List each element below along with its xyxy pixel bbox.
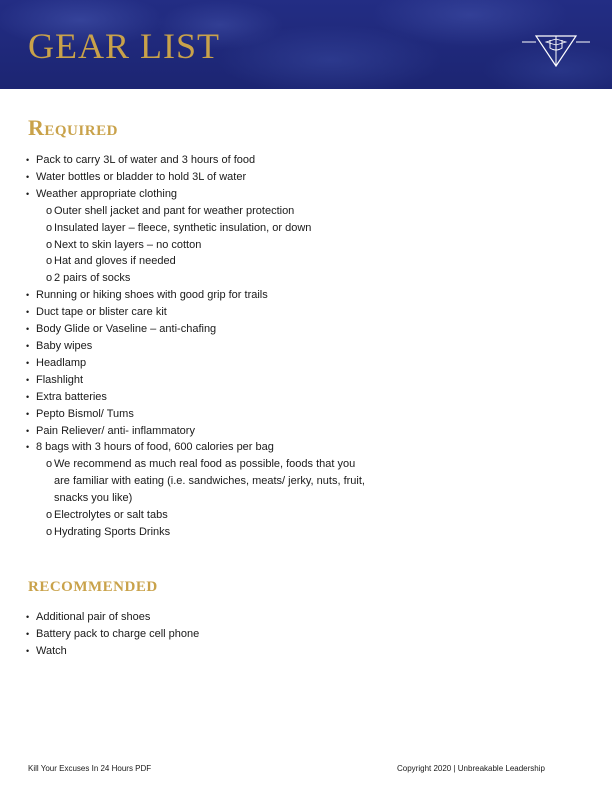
page-title: GEAR LIST <box>28 26 220 66</box>
list-item: • Body Glide or Vaseline – anti-chafing <box>26 321 366 338</box>
sub-list-item: o Insulated layer – fleece, synthetic insulation, or down <box>26 220 366 237</box>
header-banner <box>0 0 612 89</box>
list-item: • Pepto Bismol/ Tums <box>26 406 366 423</box>
section-title-required: Required <box>28 115 118 140</box>
list-item: • Weather appropriate clothing <box>26 186 366 203</box>
list-item: • Extra batteries <box>26 389 366 406</box>
sub-list-item: o Hydrating Sports Drinks <box>26 524 366 541</box>
sub-list-item: o 2 pairs of socks <box>26 270 366 287</box>
list-item: • Running or hiking shoes with good grip for trails <box>26 287 366 304</box>
list-item: • 8 bags with 3 hours of food, 600 calories per bag <box>26 439 366 456</box>
section-title-recommended: recommended <box>28 571 158 596</box>
sub-list-item: o Electrolytes or salt tabs <box>26 507 366 524</box>
list-item: • Headlamp <box>26 355 366 372</box>
list-item: • Water bottles or bladder to hold 3L of water <box>26 169 366 186</box>
footer-document-title: Kill Your Excuses In 24 Hours PDF <box>28 764 152 773</box>
list-item: • Pain Reliever/ anti- inflammatory <box>26 423 366 440</box>
sub-list-item: o Hat and gloves if needed <box>26 253 366 270</box>
required-gear-list <box>26 152 366 541</box>
footer-copyright: Copyright 2020 | Unbreakable Leadership <box>397 764 545 773</box>
compass-trident-icon <box>522 30 590 70</box>
sub-list-item: o Outer shell jacket and pant for weather protection <box>26 203 366 220</box>
list-item: • Battery pack to charge cell phone <box>26 626 366 643</box>
list-item: • Watch <box>26 643 366 660</box>
sub-list-item: o Next to skin layers – no cotton <box>26 237 366 254</box>
list-item: • Flashlight <box>26 372 366 389</box>
list-item: • Duct tape or blister care kit <box>26 304 366 321</box>
sub-list-item: o We recommend as much real food as possible, foods that you are familiar with eating (i.e. sandwiches, meats/ jerky, nuts, fruit, snacks you like) <box>26 456 366 507</box>
list-item: • Pack to carry 3L of water and 3 hours of food <box>26 152 366 169</box>
list-item: • Baby wipes <box>26 338 366 355</box>
list-item: • Additional pair of shoes <box>26 609 366 626</box>
recommended-gear-list <box>26 609 366 660</box>
